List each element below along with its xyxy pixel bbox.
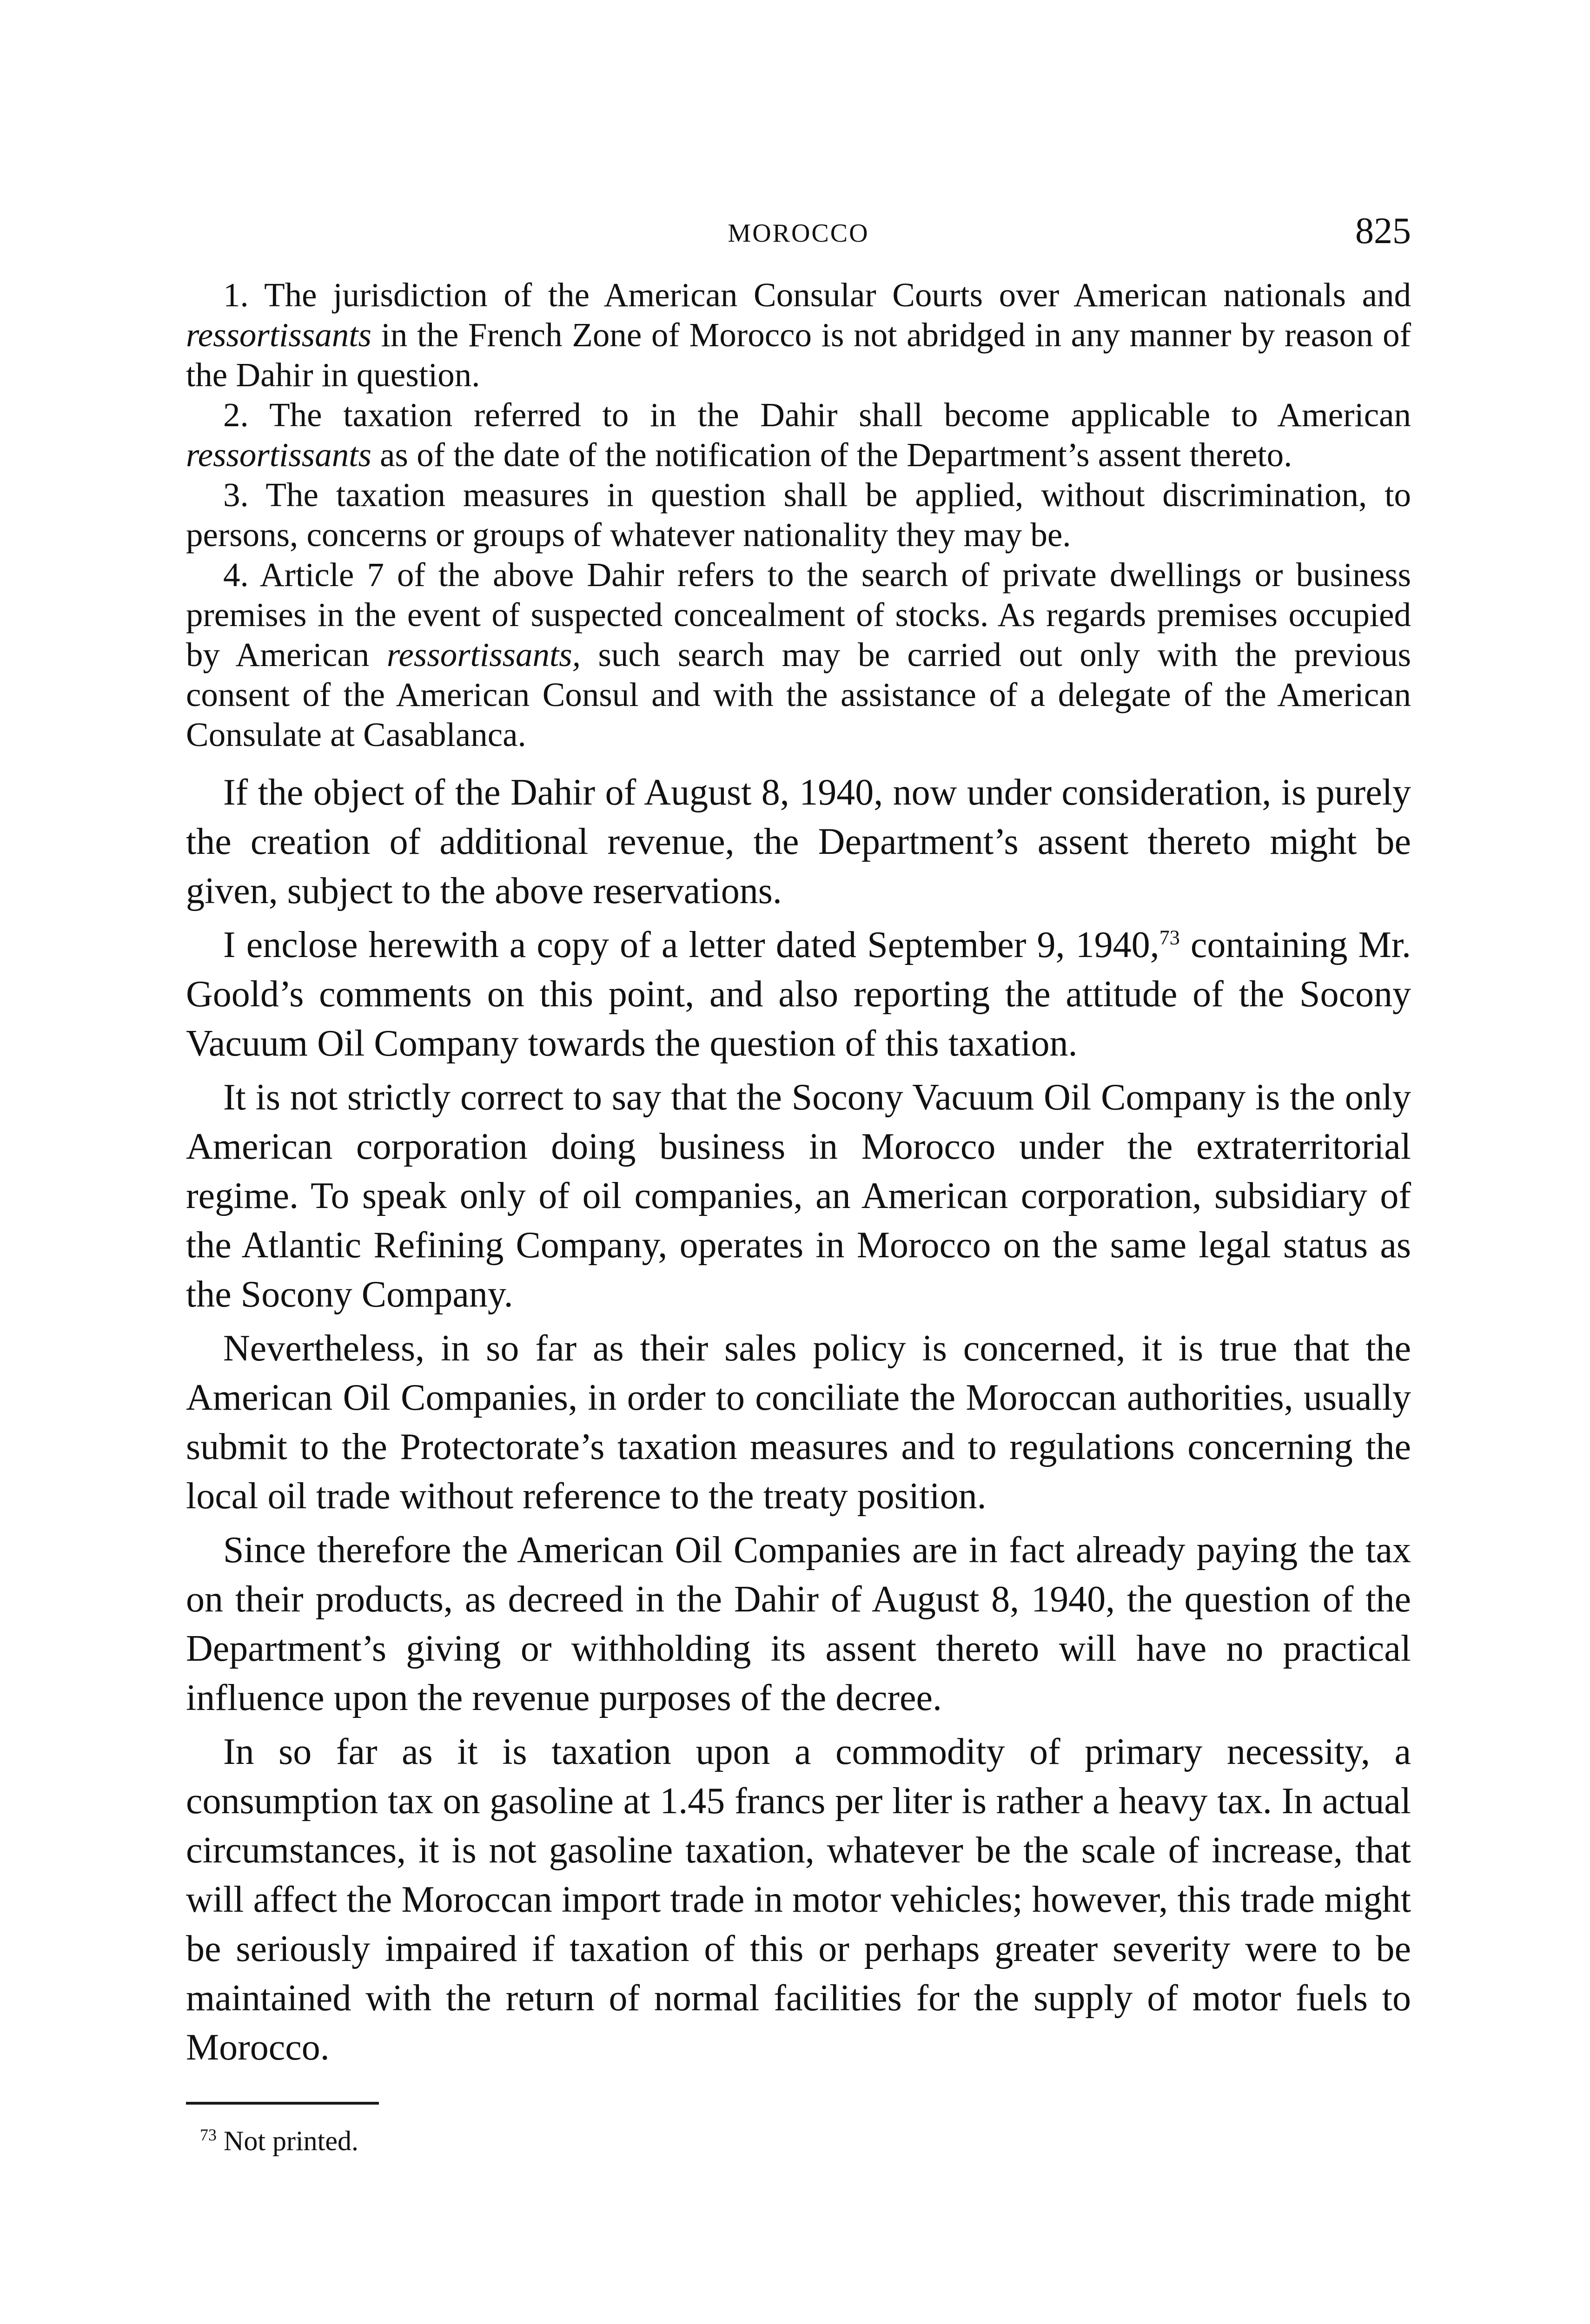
footnote-reference: 73 <box>1159 926 1180 949</box>
item-text: such search may be carried out only with the previous consent of the American Consul and with the assistance of a delegate of the American Consulate at Casablanca. <box>186 636 1411 753</box>
item-text: 4. Article 7 of the above Dahir refers to the search of private dwellings or business premises in the event of suspected concealment of stocks. As regards premises occupied by American <box>186 556 1411 673</box>
running-header <box>186 200 1411 251</box>
footnote-number: 73 <box>200 2126 217 2144</box>
paragraph-5: Since therefore the American Oil Companies are in fact already paying the tax on their products, as decreed in the Dahir of August 8, 1940, the question of the Department’s giving or withholding its assent thereto will have no practical influence upon the revenue purposes of the decree. <box>186 1530 1411 1718</box>
footnote-text: Not printed. <box>217 2126 358 2156</box>
paragraph-6: In so far as it is taxation upon a commodity of primary necessity, a consumption tax on gasoline at 1.45 francs per liter is rather a heavy tax. In actual circumstances, it is not gasoline taxation, whatever be the scale of increase, that will affect the Moroccan import trade in motor vehicles; however, this trade might be seriously impaired if taxation of this or perhaps greater severity were to be maintained with the return of normal facilities for the supply of motor fuels to Morocco. <box>186 1731 1411 2068</box>
footnote <box>200 2125 1411 2157</box>
paragraph-4: Nevertheless, in so far as their sales policy is concerned, it is true that the American Oil Companies, in order to conciliate the Moroccan authorities, usually submit to the Protectorate’s taxation measures and to regulations concerning the local oil trade without reference to the treaty position. <box>186 1328 1411 1517</box>
item-text: in the French Zone of Morocco is not abridged in any manner by reason of the Dahir in question. <box>186 316 1411 394</box>
paragraph-text: I enclose herewith a copy of a letter dated September 9, 1940, <box>223 924 1159 965</box>
paragraph-1: If the object of the Dahir of August 8, 1940, now under consideration, is purely the creation of additional revenue, the Department’s assent thereto might be given, subject to the above reservations. <box>186 772 1411 911</box>
numbered-item-4 <box>186 555 1411 755</box>
numbered-item-2 <box>186 395 1411 475</box>
footnote-divider <box>186 2102 379 2105</box>
item-text: as of the date of the notification of the Department’s assent thereto. <box>371 436 1292 474</box>
document-page <box>186 200 1411 2157</box>
numbered-item-1 <box>186 275 1411 395</box>
paragraph-3: It is not strictly correct to say that the Socony Vacuum Oil Company is the only American corporation doing business in Morocco under the extraterritorial regime. To speak only of oil companies, an American corporation, subsidiary of the Atlantic Refining Company, operates in Morocco on the same legal status as the Socony Company. <box>186 1077 1411 1315</box>
running-title: MOROCCO <box>728 219 869 248</box>
paragraph-2 <box>186 920 1411 1068</box>
page-number: 825 <box>1355 211 1411 251</box>
item-text: 2. The taxation referred to in the Dahir shall become applicable to American <box>223 396 1411 434</box>
numbered-list <box>186 275 1411 755</box>
item-text: 1. The jurisdiction of the American Consular Courts over American nationals and <box>223 276 1411 314</box>
body-text <box>186 768 1411 2072</box>
item-text: 3. The taxation measures in question shall be applied, without discrimination, to persons, concerns or groups of whatever nationality they may be. <box>186 476 1411 554</box>
paragraph-text: containing Mr. Goold’s comments on this point, and also reporting the attitude of the Socony Vacuum Oil Company towards the question of this taxation. <box>186 924 1411 1064</box>
italic-term: ressortissants, <box>386 636 581 673</box>
numbered-item-3 <box>186 475 1411 555</box>
italic-term: ressortissants <box>186 316 371 354</box>
italic-term: ressortissants <box>186 436 371 474</box>
